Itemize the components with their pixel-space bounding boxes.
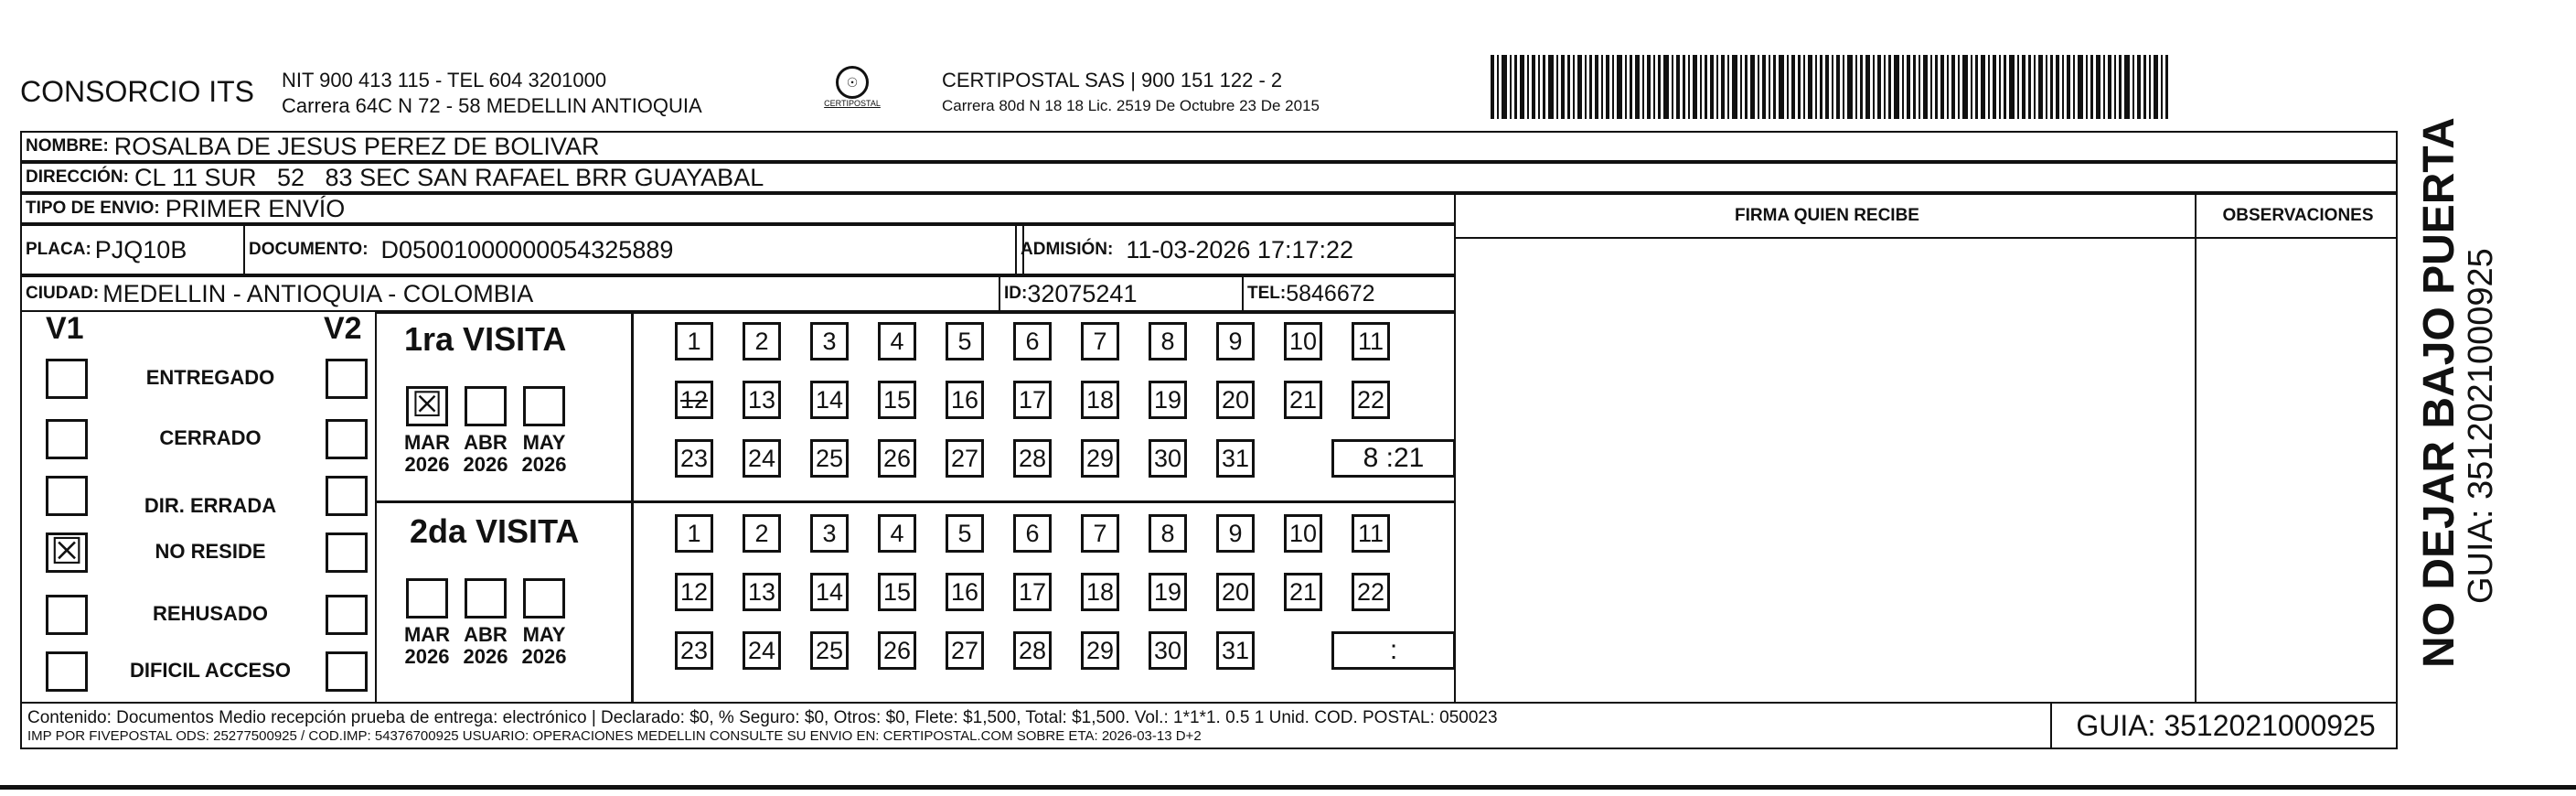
- admision-cell: [1015, 224, 1456, 275]
- barcode-bar: [2046, 55, 2047, 119]
- day-box[interactable]: 5: [946, 514, 984, 553]
- barcode-bar: [2067, 55, 2070, 119]
- barcode-bar: [1561, 55, 1565, 119]
- tipo-value: PRIMER ENVÍO: [165, 194, 346, 222]
- barcode-bar: [2050, 55, 2053, 119]
- day-box[interactable]: 7: [1081, 322, 1119, 360]
- barcode-bar: [1606, 55, 1609, 119]
- day-box[interactable]: 15: [878, 381, 916, 419]
- tel-value: 5846672: [1286, 280, 1375, 307]
- barcode-bar: [1825, 55, 1829, 119]
- v1-checkbox[interactable]: [46, 359, 88, 399]
- day-box[interactable]: 18: [1081, 573, 1119, 611]
- barcode-bar: [1732, 55, 1737, 119]
- status-label: NO RESIDE: [155, 540, 266, 563]
- barcode-bar: [1877, 55, 1881, 119]
- day-box[interactable]: 13: [743, 573, 781, 611]
- barcode-bar: [1683, 55, 1685, 119]
- day-box[interactable]: 19: [1149, 573, 1187, 611]
- day-box[interactable]: 31: [1216, 439, 1255, 478]
- barcode-bar: [1836, 55, 1840, 119]
- day-box[interactable]: 24: [743, 439, 781, 478]
- day-box[interactable]: 2: [743, 514, 781, 553]
- day-box[interactable]: 18: [1081, 381, 1119, 419]
- ciudad-cell: [20, 275, 1000, 312]
- barcode-bar: [1548, 55, 1554, 119]
- barcode-bar: [1865, 55, 1870, 119]
- logo-caption: CERTIPOSTAL: [824, 99, 881, 108]
- barcode-bar: [2165, 55, 2168, 119]
- placa-value: PJQ10B: [94, 235, 187, 264]
- day-box[interactable]: 9: [1216, 514, 1255, 553]
- barcode-bar: [2090, 55, 2093, 119]
- barcode-bar: [1779, 55, 1784, 119]
- barcode-bar: [1577, 55, 1582, 119]
- barcode-bar: [1705, 55, 1707, 119]
- barcode-bar: [1502, 55, 1507, 119]
- barcode-bar: [1902, 55, 1904, 119]
- month-checkbox[interactable]: [523, 578, 565, 619]
- ciudad-value: MEDELLIN - ANTIOQUIA - COLOMBIA: [102, 279, 534, 307]
- barcode-bar: [2143, 55, 2146, 119]
- observaciones-label: OBSERVACIONES: [2222, 206, 2374, 225]
- barcode-bar: [1758, 55, 1759, 119]
- day-box[interactable]: 28: [1013, 631, 1052, 670]
- day-box[interactable]: 15: [878, 573, 916, 611]
- barcode-bar: [1930, 55, 1932, 119]
- month-name: MAY: [522, 431, 566, 454]
- barcode-bar: [1993, 55, 1996, 119]
- barcode-bar: [1520, 55, 1524, 119]
- barcode-bar: [2086, 55, 2088, 119]
- barcode-bar: [1727, 55, 1729, 119]
- status-label: ENTREGADO: [145, 366, 275, 389]
- barcode-bar: [1635, 55, 1640, 119]
- no-dejar-warning: NO DEJAR BAJO PUERTA: [2415, 117, 2464, 668]
- barcode-bar: [1947, 55, 1949, 119]
- day-box[interactable]: 3: [810, 322, 849, 360]
- id-label: ID:: [1004, 284, 1028, 303]
- status-label: DIFICIL ACCESO: [129, 659, 291, 682]
- nombre-value: ROSALBA DE JESUS PEREZ DE BOLIVAR: [113, 132, 600, 160]
- barcode-bar: [2078, 55, 2083, 119]
- barcode-bar: [1935, 55, 1938, 119]
- barcode-bar: [1567, 55, 1570, 119]
- month-year: 2026: [463, 645, 508, 668]
- firma-header: [1454, 193, 2197, 239]
- month-checkbox[interactable]: [406, 386, 448, 426]
- month-checkbox[interactable]: [523, 386, 565, 426]
- barcode-bar: [1573, 55, 1575, 119]
- month-name: MAR: [403, 431, 451, 454]
- day-box[interactable]: 17: [1013, 381, 1052, 419]
- check-mark-icon: ☒: [411, 386, 444, 425]
- v1-label: V1: [46, 311, 84, 346]
- day-box[interactable]: 16: [946, 573, 984, 611]
- v1-checkbox[interactable]: [46, 532, 88, 573]
- month-label: [517, 432, 572, 476]
- day-box[interactable]: 5: [946, 322, 984, 360]
- visit-divider: [375, 500, 1456, 503]
- certipostal-logo: [823, 66, 882, 112]
- admision-label: ADMISIÓN:: [1021, 240, 1114, 259]
- barcode-bar: [1888, 55, 1891, 119]
- placa-label: PLACA:: [26, 240, 91, 259]
- month-year: 2026: [404, 453, 450, 476]
- barcode-bar: [1798, 55, 1801, 119]
- barcode-bar: [1832, 55, 1833, 119]
- nombre-label: NOMBRE:: [26, 136, 109, 156]
- barcode-bar: [1988, 55, 1990, 119]
- v1-checkbox[interactable]: [46, 651, 88, 692]
- barcode-bar: [1951, 55, 1955, 119]
- barcode-bar: [1847, 55, 1853, 119]
- month-label: [517, 624, 572, 668]
- footer-contenido-cell: [20, 702, 2052, 749]
- barcode-bar: [1860, 55, 1863, 119]
- month-label: [458, 432, 513, 476]
- firma-area[interactable]: [1454, 237, 2197, 704]
- day-box[interactable]: 20: [1216, 573, 1255, 611]
- barcode-bar: [2149, 55, 2151, 119]
- day-box[interactable]: 28: [1013, 439, 1052, 478]
- barcode-bar: [1740, 55, 1742, 119]
- day-box[interactable]: 17: [1013, 573, 1052, 611]
- day-box[interactable]: 29: [1081, 631, 1119, 670]
- v1-checkbox[interactable]: [46, 595, 88, 635]
- barcode-bar: [2062, 55, 2064, 119]
- barcode-bar: [1923, 55, 1928, 119]
- month-year: 2026: [404, 645, 450, 668]
- logo-mark-icon: ☉: [836, 66, 869, 99]
- month-label: [400, 432, 454, 476]
- barcode-bar: [1527, 55, 1529, 119]
- barcode-bar: [1585, 55, 1587, 119]
- day-box[interactable]: 11: [1352, 322, 1390, 360]
- day-box[interactable]: 7: [1081, 514, 1119, 553]
- barcode-bar: [1630, 55, 1632, 119]
- barcode-bar: [2137, 55, 2141, 119]
- barcode-bar: [1612, 55, 1614, 119]
- day-box[interactable]: 12: [675, 573, 713, 611]
- day-box[interactable]: 10: [1284, 322, 1322, 360]
- side-guia: GUIA: 3512021000925: [2462, 248, 2500, 604]
- barcode-bar: [1663, 55, 1669, 119]
- day-box[interactable]: 22: [1352, 381, 1390, 419]
- barcode-bar: [1907, 55, 1910, 119]
- carrier-info: [942, 68, 1320, 119]
- bottom-rule: [0, 785, 2576, 790]
- barcode-bar: [2161, 55, 2163, 119]
- barcode-bar: [2056, 55, 2059, 119]
- company-name: CONSORCIO ITS: [20, 75, 255, 108]
- ciudad-label: CIUDAD:: [26, 284, 100, 303]
- barcode-bar: [1762, 55, 1766, 119]
- barcode-bar: [1971, 55, 1972, 119]
- day-box[interactable]: 27: [946, 439, 984, 478]
- v2-checkbox[interactable]: [326, 419, 368, 459]
- barcode-bar: [1962, 55, 1968, 119]
- barcode-bar: [1589, 55, 1592, 119]
- barcode-bar: [1676, 55, 1680, 119]
- barcode-bar: [1653, 55, 1655, 119]
- month-name: MAR: [403, 623, 451, 646]
- day-box[interactable]: 12: [675, 381, 713, 419]
- day-box[interactable]: 16: [946, 381, 984, 419]
- barcode-bar: [1884, 55, 1886, 119]
- day-box[interactable]: 27: [946, 631, 984, 670]
- barcode-bar: [1700, 55, 1702, 119]
- barcode-bar: [1721, 55, 1725, 119]
- month-label: [458, 624, 513, 668]
- barcode-bar: [1808, 55, 1812, 119]
- v2-checkbox[interactable]: [326, 651, 368, 692]
- barcode-bar: [1773, 55, 1776, 119]
- id-value: 32075241: [1027, 279, 1138, 307]
- barcode-bar: [2154, 55, 2158, 119]
- day-box[interactable]: 10: [1284, 514, 1322, 553]
- barcode-bar: [2009, 55, 2015, 119]
- barcode-bar: [1873, 55, 1875, 119]
- barcode-bar: [1958, 55, 1960, 119]
- barcode-bar: [1820, 55, 1822, 119]
- company-nit: NIT 900 413 115 - TEL 604 3201000: [282, 69, 607, 91]
- day-box[interactable]: 19: [1149, 381, 1187, 419]
- carrier-name: CERTIPOSTAL SAS | 900 151 122 - 2: [942, 69, 1283, 91]
- day-box[interactable]: 1: [675, 322, 713, 360]
- barcode-bar: [1538, 55, 1540, 119]
- day-box[interactable]: 8: [1149, 514, 1187, 553]
- barcode-bar: [2022, 55, 2026, 119]
- day-box[interactable]: 11: [1352, 514, 1390, 553]
- observaciones-header: [2195, 193, 2398, 239]
- month-checkbox[interactable]: [465, 578, 507, 619]
- barcode-bar: [2073, 55, 2075, 119]
- month-name: ABR: [464, 431, 508, 454]
- barcode-bar: [1815, 55, 1817, 119]
- time-box[interactable]: :: [1331, 631, 1456, 670]
- day-box[interactable]: 30: [1149, 631, 1187, 670]
- carrier-address: Carrera 80d N 18 18 Lic. 2519 De Octubre 23 De 2015: [942, 97, 1320, 114]
- barcode-bar: [1940, 55, 1944, 119]
- barcode-bar: [2103, 55, 2105, 119]
- day-box[interactable]: 22: [1352, 573, 1390, 611]
- v1-checkbox[interactable]: [46, 476, 88, 516]
- month-checkbox[interactable]: [465, 386, 507, 426]
- day-box[interactable]: 13: [743, 381, 781, 419]
- imp-text: IMP POR FIVEPOSTAL ODS: 25277500925 / COD.IMP: 54376700925 USUARIO: OPERACIONES MEDELLIN CONSULTE SU ENVIO EN: CERTIPOSTAL.COM SOBRE ETA: 2026-03-13 D+2: [27, 727, 1202, 744]
- day-box[interactable]: 9: [1216, 322, 1255, 360]
- day-box[interactable]: 14: [810, 381, 849, 419]
- barcode-bar: [1981, 55, 1985, 119]
- day-box[interactable]: 3: [810, 514, 849, 553]
- day-box[interactable]: 23: [675, 439, 713, 478]
- day-box[interactable]: 30: [1149, 439, 1187, 478]
- v2-label: V2: [324, 311, 362, 346]
- v2-checkbox[interactable]: [326, 595, 368, 635]
- barcode-bar: [2119, 55, 2122, 119]
- barcode-bar: [1750, 55, 1755, 119]
- barcode-bar: [2132, 55, 2134, 119]
- tel-label: TEL:: [1247, 284, 1287, 303]
- documento-cell: [243, 224, 1024, 275]
- barcode-bar: [1894, 55, 1899, 119]
- barcode: [1491, 55, 2222, 119]
- barcode-bar: [1843, 55, 1844, 119]
- day-box[interactable]: 29: [1081, 439, 1119, 478]
- barcode-bar: [1491, 55, 1494, 119]
- month-name: ABR: [464, 623, 508, 646]
- nombre-row: [20, 131, 2398, 162]
- day-box[interactable]: 2: [743, 322, 781, 360]
- direccion-row: [20, 162, 2398, 193]
- day-box[interactable]: 21: [1284, 381, 1322, 419]
- tipo-row: [20, 193, 1456, 224]
- company-info: [282, 68, 702, 119]
- month-year: 2026: [521, 645, 567, 668]
- barcode-bar: [1514, 55, 1517, 119]
- id-cell: [999, 275, 1244, 312]
- barcode-bar: [2124, 55, 2130, 119]
- barcode-bar: [1693, 55, 1697, 119]
- documento-label: DOCUMENTO:: [249, 240, 369, 259]
- barcode-bar: [1672, 55, 1673, 119]
- contenido-text: Contenido: Documentos Medio recepción prueba de entrega: electrónico | Declarado: $0, % Seguro: $0, Otros: $0, Flete: $1,500, Total: $1,500. Vol.: 1*1*1. 0.5 1 Unid. COD. POSTAL: 050023: [27, 707, 1498, 727]
- direccion-value: CL 11 SUR 52 83 SEC SAN RAFAEL BRR GUAYABAL: [134, 163, 764, 191]
- firma-label: FIRMA QUIEN RECIBE: [1735, 206, 1919, 225]
- barcode-bar: [1647, 55, 1651, 119]
- company-address: Carrera 64C N 72 - 58 MEDELLIN ANTIOQUIA: [282, 94, 702, 117]
- day-box[interactable]: 6: [1013, 322, 1052, 360]
- barcode-bar: [1532, 55, 1535, 119]
- day-box[interactable]: 21: [1284, 573, 1322, 611]
- barcode-bar: [1919, 55, 1920, 119]
- barcode-bar: [1999, 55, 2001, 119]
- month-year: 2026: [463, 453, 508, 476]
- documento-value: D05001000000054325889: [380, 235, 674, 264]
- direccion-label: DIRECCIÓN:: [26, 167, 129, 187]
- day-box[interactable]: 14: [810, 573, 849, 611]
- day-box[interactable]: 8: [1149, 322, 1187, 360]
- barcode-bar: [1769, 55, 1770, 119]
- barcode-bar: [1625, 55, 1627, 119]
- day-box[interactable]: 20: [1216, 381, 1255, 419]
- month-name: MAY: [522, 623, 566, 646]
- barcode-bar: [1745, 55, 1748, 119]
- barcode-bar: [1497, 55, 1499, 119]
- barcode-bar: [1595, 55, 1598, 119]
- barcode-bar: [1913, 55, 1916, 119]
- day-box[interactable]: 23: [675, 631, 713, 670]
- check-mark-icon: ☒: [50, 532, 83, 572]
- day-box[interactable]: 24: [743, 631, 781, 670]
- first-visit-title: 1ra VISITA: [404, 320, 567, 358]
- barcode-bar: [1855, 55, 1857, 119]
- barcode-bar: [2038, 55, 2043, 119]
- tel-cell: [1242, 275, 1456, 312]
- barcode-bar: [2114, 55, 2116, 119]
- barcode-bar: [2004, 55, 2006, 119]
- day-box[interactable]: 25: [810, 631, 849, 670]
- v2-checkbox[interactable]: [326, 476, 368, 516]
- barcode-bar: [1688, 55, 1690, 119]
- barcode-bar: [1617, 55, 1622, 119]
- day-box[interactable]: 4: [878, 322, 916, 360]
- day-box[interactable]: 26: [878, 631, 916, 670]
- v1-checkbox[interactable]: [46, 419, 88, 459]
- barcode-bar: [1975, 55, 1978, 119]
- barcode-bar: [1787, 55, 1789, 119]
- barcode-bar: [1803, 55, 1805, 119]
- v2-checkbox[interactable]: [326, 359, 368, 399]
- barcode-bar: [1642, 55, 1644, 119]
- barcode-bar: [1543, 55, 1545, 119]
- barcode-bar: [2034, 55, 2036, 119]
- second-visit-title: 2da VISITA: [410, 512, 580, 550]
- day-box[interactable]: 31: [1216, 631, 1255, 670]
- v2-checkbox[interactable]: [326, 532, 368, 573]
- barcode-bar: [1716, 55, 1718, 119]
- barcode-bar: [2017, 55, 2019, 119]
- day-box[interactable]: 4: [878, 514, 916, 553]
- placa-cell: [20, 224, 245, 275]
- observaciones-area[interactable]: [2195, 237, 2398, 704]
- barcode-bar: [1556, 55, 1558, 119]
- barcode-bar: [2028, 55, 2031, 119]
- day-box[interactable]: 26: [878, 439, 916, 478]
- admision-value: 11-03-2026 17:17:22: [1126, 235, 1354, 264]
- footer-guia-cell: [2050, 702, 2398, 749]
- barcode-bar: [1710, 55, 1714, 119]
- day-box[interactable]: 6: [1013, 514, 1052, 553]
- barcode-bar: [1658, 55, 1661, 119]
- month-year: 2026: [521, 453, 567, 476]
- barcode-bar: [1510, 55, 1512, 119]
- barcode-bar: [1601, 55, 1603, 119]
- month-label: [400, 624, 454, 668]
- barcode-bar: [2108, 55, 2111, 119]
- time-box[interactable]: 8 :21: [1331, 439, 1456, 478]
- day-box[interactable]: 1: [675, 514, 713, 553]
- status-label: DIR. ERRADA: [144, 494, 277, 517]
- day-box[interactable]: 25: [810, 439, 849, 478]
- barcode-bar: [2096, 55, 2100, 119]
- tipo-label: TIPO DE ENVIO:: [26, 199, 160, 218]
- status-label: CERRADO: [159, 426, 262, 449]
- month-checkbox[interactable]: [406, 578, 448, 619]
- month-divider: [631, 312, 634, 704]
- footer-guia: GUIA: 3512021000925: [2076, 708, 2376, 742]
- status-label: REHUSADO: [153, 602, 268, 625]
- barcode-bar: [1791, 55, 1795, 119]
